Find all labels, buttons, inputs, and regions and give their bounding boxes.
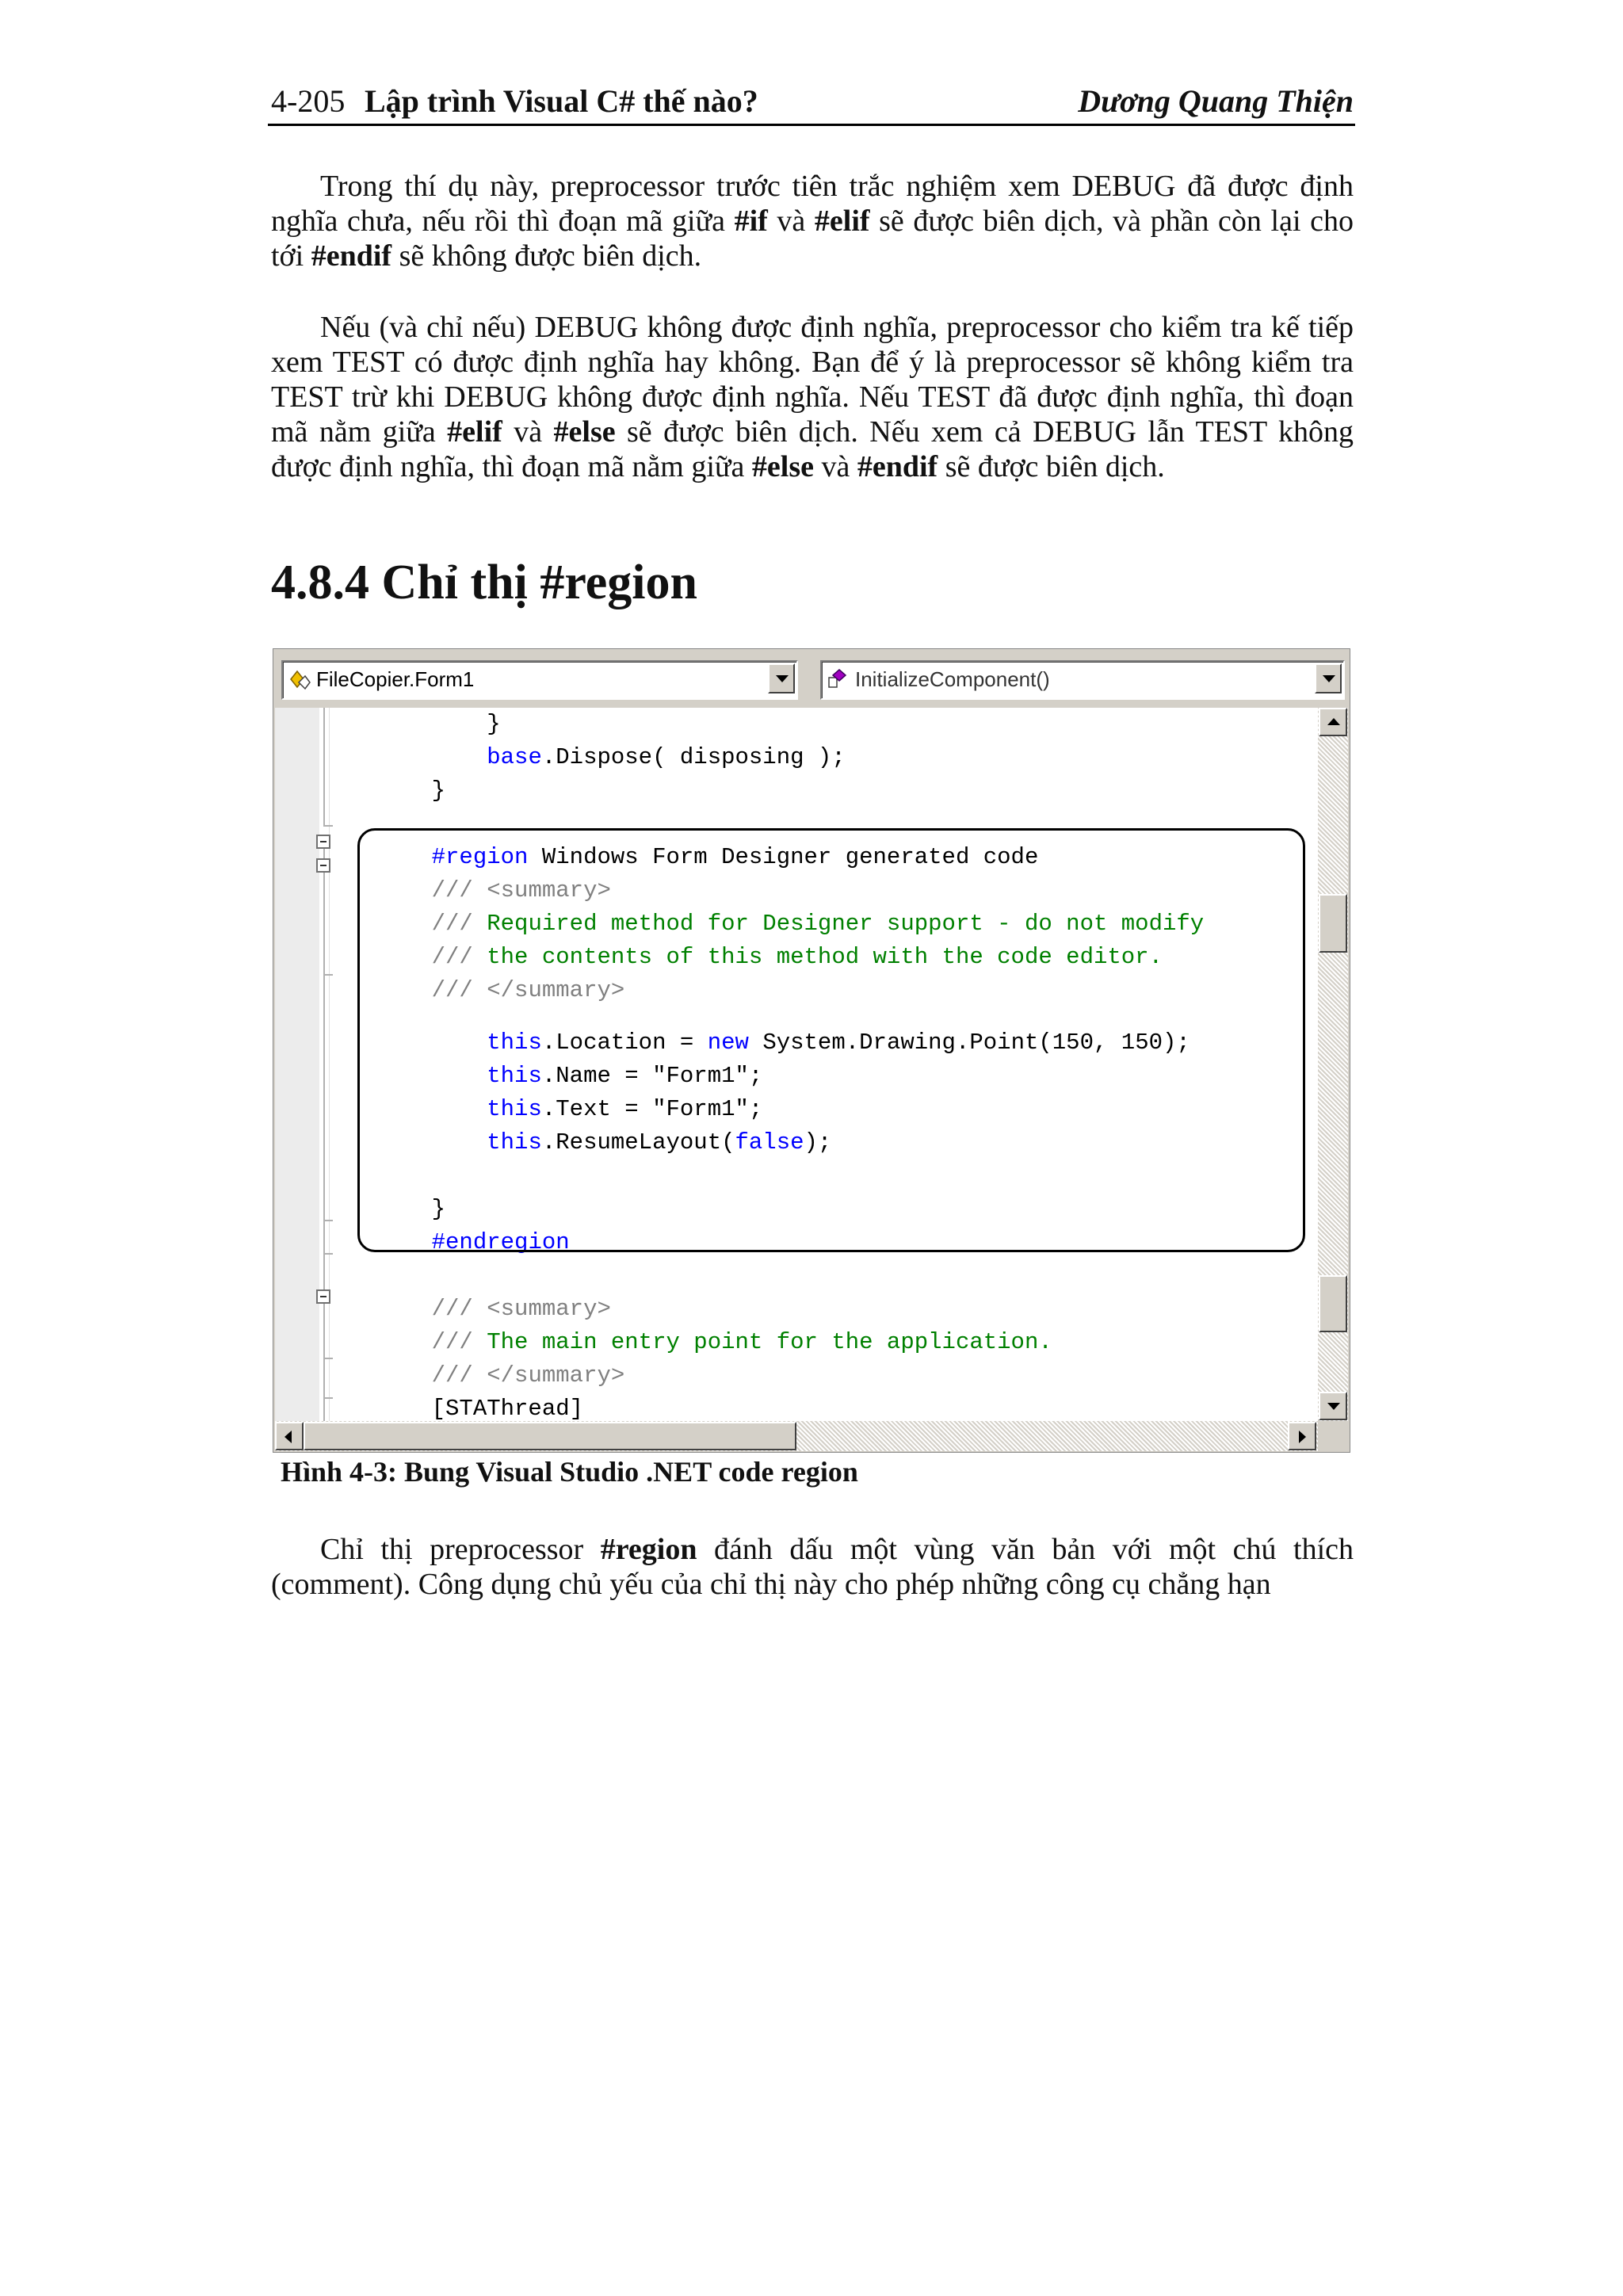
outline-guide (323, 708, 325, 827)
code-token (376, 1296, 432, 1322)
code-token (376, 744, 487, 770)
arrow-down-icon (1327, 1403, 1340, 1410)
code-token: this (487, 1096, 542, 1122)
directive-keyword: #endif (857, 450, 938, 483)
paragraph-3 (271, 1532, 1354, 1602)
scroll-up-button[interactable] (1319, 708, 1347, 736)
code-token: #endregion (431, 1229, 570, 1255)
member-selector-dropdown[interactable] (820, 660, 1345, 700)
code-token: /// (431, 911, 487, 937)
text-run: sẽ không được biên dịch. (391, 239, 702, 273)
code-token: false (735, 1129, 804, 1156)
outline-end-tick (323, 1253, 333, 1255)
vertical-scroll-thumb-secondary[interactable] (1319, 1275, 1347, 1332)
paragraph-2 (271, 310, 1354, 484)
code-token: Required method for Designer support - do not modify (487, 911, 1205, 937)
code-token: /// (431, 1362, 487, 1389)
code-token: .Name = "Form1"; (541, 1063, 763, 1089)
scroll-down-button[interactable] (1319, 1392, 1347, 1420)
code-token: this (487, 1129, 542, 1156)
section-heading: 4.8.4 Chỉ thị #region (271, 556, 697, 609)
code-token: [STAThread] (376, 1396, 584, 1421)
code-line (376, 1293, 611, 1326)
code-line (376, 1326, 1052, 1359)
code-token: /// (431, 1296, 487, 1322)
directive-keyword: #if (734, 204, 768, 238)
outline-end-tick (323, 1358, 333, 1359)
text-run: sẽ được biên dịch, và phần còn lại cho tới (271, 204, 1354, 273)
outline-end-tick (323, 825, 333, 827)
code-token: System.Drawing.Point(150, 150); (748, 1030, 1190, 1056)
collapse-summary-icon[interactable] (316, 858, 330, 873)
code-token: this (487, 1030, 542, 1056)
outline-end-tick (323, 1397, 333, 1399)
text-run: sẽ được biên dịch. (938, 450, 1165, 483)
directive-keyword: #endif (311, 239, 392, 273)
code-token: The main entry point for the application. (487, 1329, 1052, 1355)
class-selector-value: FileCopier.Form1 (316, 667, 475, 691)
horizontal-scrollbar[interactable] (275, 1421, 1318, 1451)
code-line (376, 1392, 583, 1421)
horizontal-scroll-thumb[interactable] (304, 1422, 796, 1450)
arrow-up-icon (1327, 718, 1340, 725)
code-editor-screenshot (273, 648, 1350, 1453)
page-number: 4-205 (271, 83, 346, 119)
directive-keyword: #else (553, 415, 616, 449)
code-token: this (487, 1063, 542, 1089)
size-grip (1318, 1421, 1348, 1451)
code-token: /// (431, 1329, 487, 1355)
method-icon (827, 668, 850, 690)
code-token: .Dispose( disposing ); (541, 744, 846, 770)
arrow-right-icon (1299, 1431, 1306, 1443)
vertical-scrollbar[interactable] (1318, 708, 1348, 1421)
code-token: #region (431, 844, 529, 870)
page-header (271, 79, 1354, 124)
member-selector-value: InitializeComponent() (855, 667, 1050, 691)
code-line (376, 1359, 624, 1392)
code-token: the contents of this method with the code editor. (487, 944, 1163, 970)
code-token: /// (431, 944, 487, 970)
chevron-down-icon[interactable] (768, 663, 795, 693)
code-token: } (376, 777, 446, 804)
code-editor[interactable] (275, 708, 1318, 1421)
code-token: new (707, 1030, 749, 1056)
arrow-left-icon (285, 1431, 292, 1443)
text-run: và (767, 204, 815, 238)
text-run: Trong thí dụ này, preprocessor trước tiên trắc nghiệm xem DEBUG đã được định nghĩa chưa, nếu rồi thì đoạn mã giữa (271, 170, 1354, 238)
text-run: Nếu (và chỉ nếu) DEBUG không được định nghĩa, preprocessor cho kiểm tra kế tiếp xem TEST có được định nghĩa hay không. Bạn để ý là preprocessor sẽ không kiểm tra TEST trừ khi DEBUG không được định nghĩa. Nếu TEST đã được định nghĩa, thì đoạn mã nằm giữa (271, 311, 1354, 449)
code-token: </summary> (487, 1362, 625, 1389)
code-token: <summary> (487, 877, 611, 904)
collapse-region-icon[interactable] (316, 835, 330, 849)
class-icon (288, 668, 311, 690)
code-token: </summary> (487, 977, 625, 1003)
code-token: .Text = "Form1"; (541, 1096, 763, 1122)
class-selector-dropdown[interactable] (281, 660, 798, 700)
outline-end-tick (323, 1220, 333, 1221)
text-run: và (813, 450, 857, 483)
code-line (376, 708, 501, 741)
code-token: /// (431, 877, 487, 904)
outline-guide (323, 873, 325, 1308)
code-token: ); (804, 1129, 832, 1156)
author-name: Dương Quang Thiện (1078, 83, 1354, 119)
scroll-left-button[interactable] (275, 1422, 304, 1450)
header-divider (268, 124, 1355, 126)
text-run: và (502, 415, 554, 449)
code-token: base (487, 744, 542, 770)
paragraph-1 (271, 169, 1354, 273)
code-token: <summary> (487, 1296, 611, 1322)
code-token: .ResumeLayout( (541, 1129, 735, 1156)
code-line (376, 741, 846, 774)
chevron-down-icon[interactable] (1315, 663, 1342, 693)
outline-guide (323, 1304, 325, 1421)
outline-end-tick (323, 974, 333, 976)
editor-margin (275, 708, 320, 1421)
text-run: sẽ được biên dịch. Nếu xem cả DEBUG lẫn TEST không được định nghĩa, thì đoạn mã nằm giữa (271, 415, 1354, 483)
directive-keyword: #region (600, 1533, 697, 1566)
code-token: /// (431, 977, 487, 1003)
code-line (376, 774, 445, 808)
text-run: Chỉ thị preprocessor (320, 1533, 601, 1566)
text-run: đánh dấu một vùng văn bản với một chú thích (comment). Công dụng chủ yếu của chỉ thị này cho phép những công cụ chẳng hạn (271, 1533, 1354, 1601)
vertical-scroll-thumb[interactable] (1319, 894, 1347, 953)
figure-caption: Hình 4-3: Bung Visual Studio .NET code region (281, 1456, 858, 1488)
directive-keyword: #else (751, 450, 814, 483)
region-highlight-box (357, 828, 1305, 1252)
code-token: } (376, 711, 501, 737)
collapse-summary-icon[interactable] (316, 1289, 330, 1304)
directive-keyword: #elif (447, 415, 502, 449)
scroll-right-button[interactable] (1288, 1422, 1316, 1450)
book-title: Lập trình Visual C# thế nào? (365, 83, 758, 119)
directive-keyword: #elif (814, 204, 870, 238)
code-token (376, 1362, 432, 1389)
outline-guide (323, 849, 325, 858)
code-token: .Location = (541, 1030, 708, 1056)
code-token (376, 1329, 432, 1355)
code-token: Windows Form Designer generated code (528, 844, 1039, 870)
code-token: } (376, 1196, 446, 1222)
